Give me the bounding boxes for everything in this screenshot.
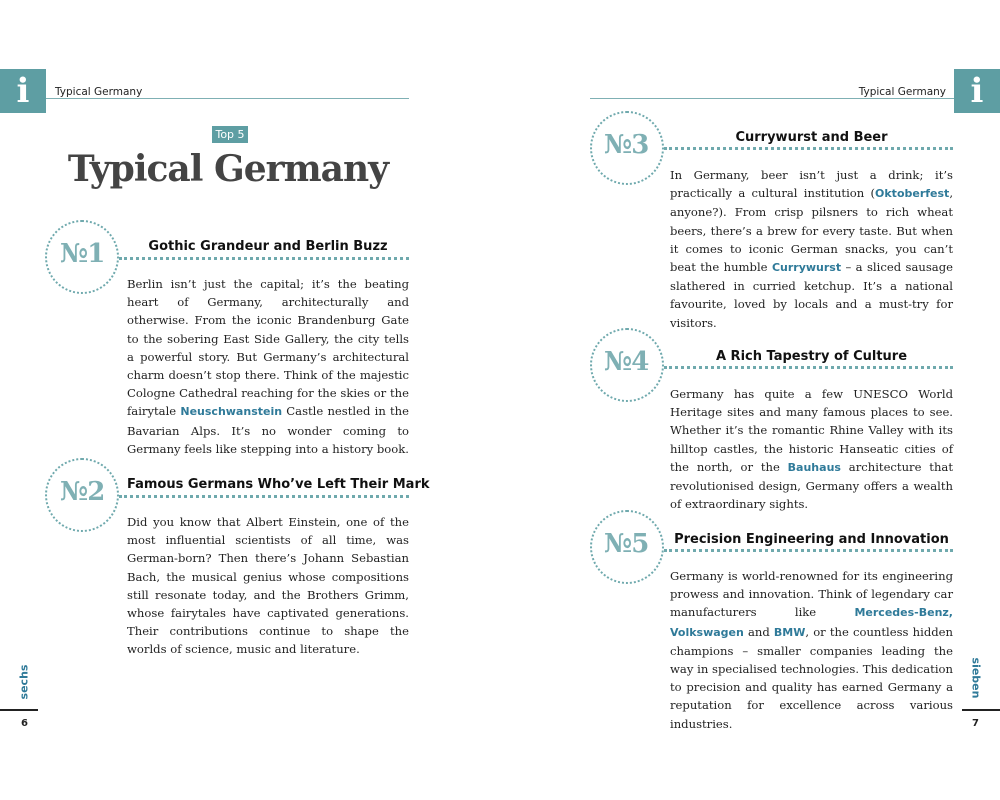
highlight-bauhaus: Bauhaus: [787, 460, 841, 474]
section-4-number: №4: [604, 347, 649, 377]
section-5-text: Germany is world-renowned for its engineering prowess and innovation. Think of legendary car manufacturers like Mercedes-Benz, Volkswagen and BMW, or the countless hidden champions – smaller companies leading the way in specialised technologies. This dedication to precision and quality has earned Germany a reputation for excellence across various industries.: [670, 569, 953, 731]
section-3-text: In Germany, beer isn’t just a drink; it’s practically a cultural institution (Oktoberfest, anyone?). From crisp pilsners to rich wheat beers, there’s a brew for every taste. But when it comes to iconic German snacks, you can’t beat the humble Currywurst – a sliced sausage slathered in curried ketchup. It’s a national favourite, loved by locals and a must-try for visitors.: [670, 168, 953, 330]
page-number-right: 7: [972, 718, 979, 729]
running-head-left: Typical Germany: [55, 86, 143, 98]
highlight-oktoberfest: Oktoberfest: [875, 187, 950, 201]
page-word-left: sechs: [17, 664, 31, 700]
section-2-dotted-rule: [119, 495, 409, 498]
top-5-badge: Top 5: [212, 126, 248, 143]
section-5-title: Precision Engineering and Innovation: [674, 532, 949, 547]
highlight-bmw: BMW: [773, 625, 806, 639]
section-1-number: №1: [60, 239, 105, 269]
section-4-text: Germany has quite a few UNESCO World Heritage sites and many famous places to see. Whether it’s the romantic Rhine Valley with its hilltop castles, the historic Hanseatic cities of the north, or the Bauhaus architecture that revolutionised design, Germany offers a wealth of extraordinary sights.: [670, 387, 953, 512]
section-4-dotted-rule: [664, 366, 953, 369]
section-5-number: №5: [604, 529, 649, 559]
section-3-title: Currywurst and Beer: [735, 130, 888, 145]
header-rule-left: [46, 98, 409, 99]
section-5-dotted-rule: [664, 549, 953, 552]
section-3-dotted-rule: [664, 147, 953, 150]
page-word-right: sieben: [969, 657, 983, 699]
page-number-left: 6: [21, 718, 28, 729]
section-3-number: №3: [604, 130, 649, 160]
running-head-right: Typical Germany: [858, 86, 946, 98]
section-4-title: A Rich Tapestry of Culture: [715, 349, 908, 364]
info-icon-left: i: [0, 69, 46, 113]
highlight-currywurst: Currywurst: [771, 261, 842, 275]
section-1-dotted-rule: [119, 257, 409, 260]
info-icon-right: i: [954, 69, 1000, 113]
section-2-title: Famous Germans Who’ve Left Their Mark: [127, 477, 430, 492]
page-title: Typical Germany: [67, 148, 389, 190]
header-rule-right: [590, 98, 954, 99]
section-2-number: №2: [60, 477, 105, 507]
section-1-text: Berlin isn’t just the capital; it’s the beating heart of Germany, architecturally and otherwise. From the iconic Brandenburg Gate to the sobering East Side Gallery, the city tells a powerful story. But Germany’s architectural charm doesn’t stop there. Think of the majestic Cologne Cathedral reaching for the skies or the fairytale Neuschwanstein Castle nestled in the Bavarian Alps. It’s no wonder coming to Germany feels like stepping into a history book.: [127, 277, 409, 456]
highlight-neuschwanstein: Neuschwanstein: [180, 405, 283, 419]
footer-rule-left: [0, 709, 38, 711]
footer-rule-right: [962, 709, 1000, 711]
section-1-title: Gothic Grandeur and Berlin Buzz: [148, 239, 388, 254]
section-2-text: Did you know that Albert Einstein, one of the most influential scientists of all time, was German-born? Then there’s Johann Sebastian Bach, the musical genius whose compositions still resonate today, and the Brothers Grimm, whose fairytales have captivated generations. Their contributions continue to shape the worlds of science, music and literature.: [127, 515, 409, 657]
highlight-mercedes-volkswagen: Mercedes-Benz, Volkswagen: [670, 606, 953, 639]
